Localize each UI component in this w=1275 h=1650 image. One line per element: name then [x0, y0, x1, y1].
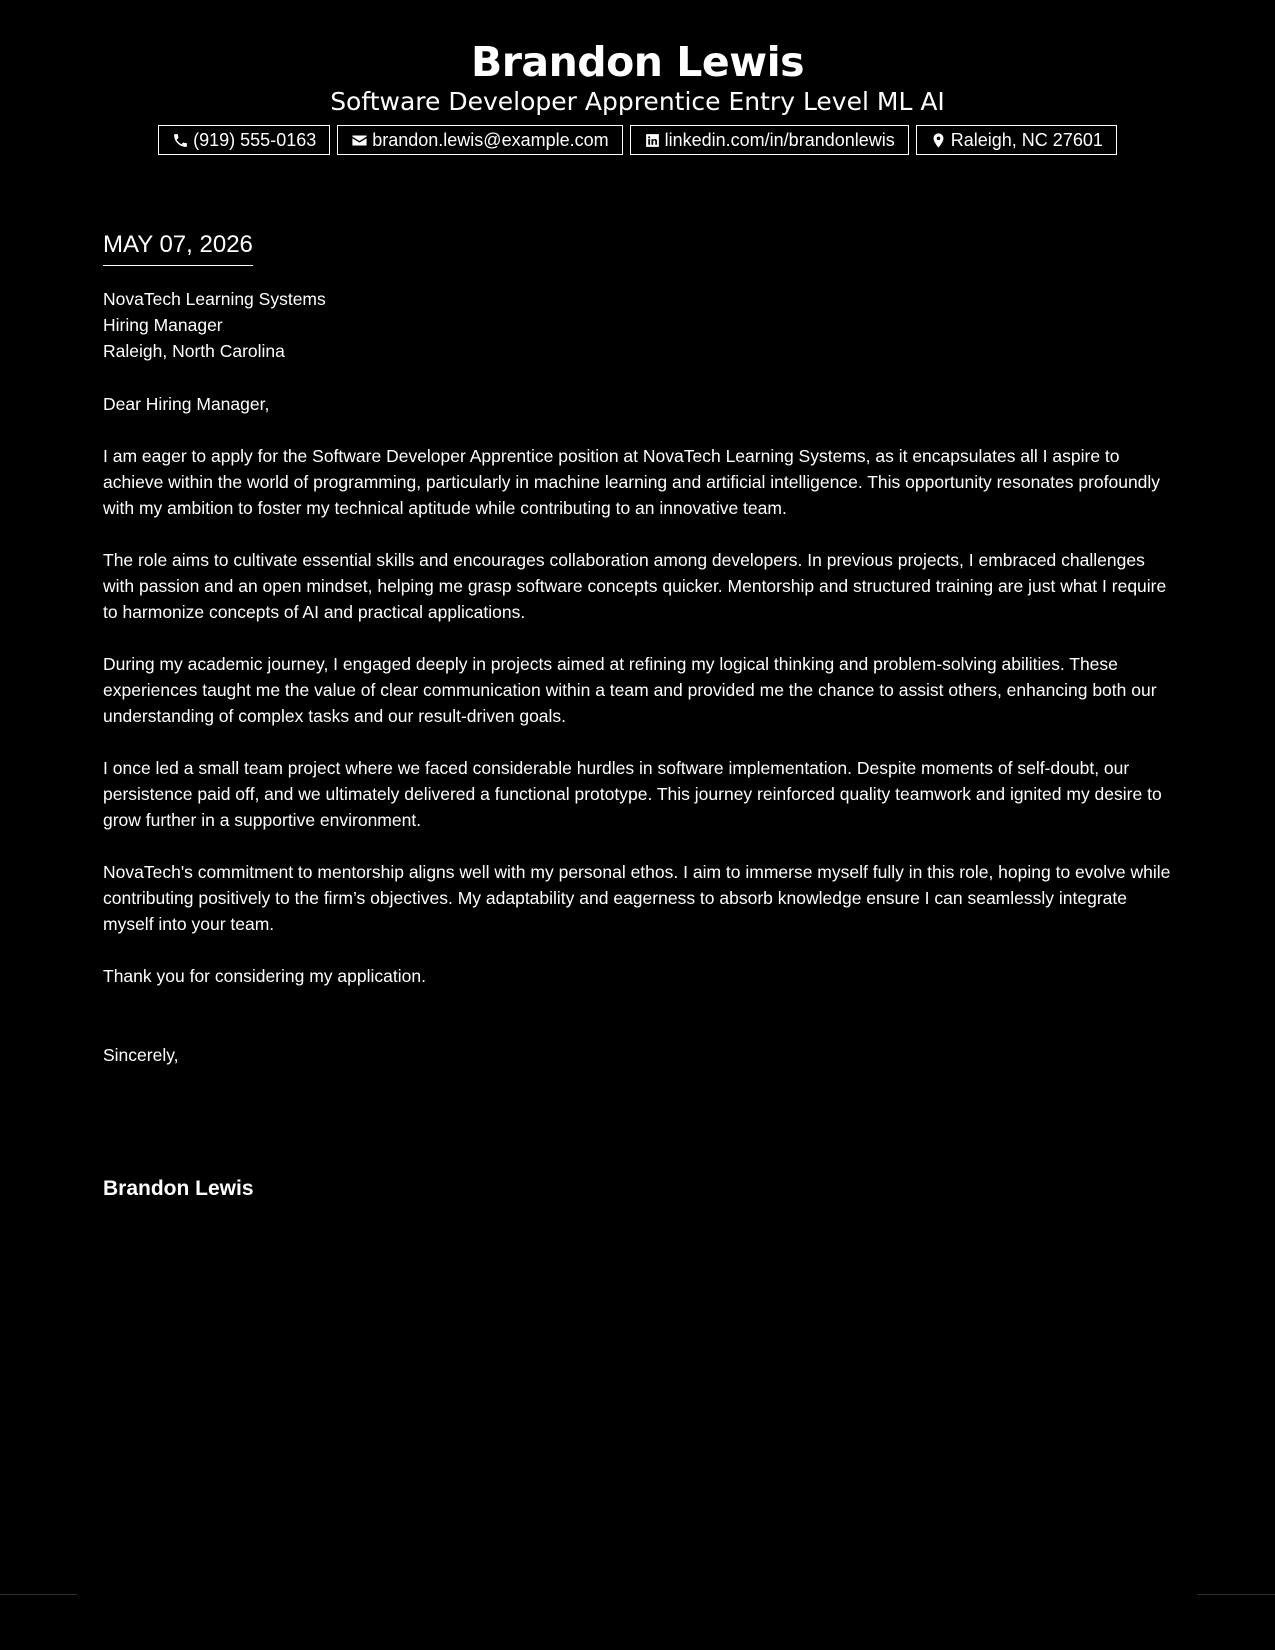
paragraph-1: I am eager to apply for the Software Developer Apprentice position at NovaTech Learning Systems, as it encapsulates all I aspire to achieve within the world of programming, particularly in machine learning and artificial intelligence. This opportunity resonates profoundly with my ambition to foster my technical aptitude while contributing to an innovative team. — [103, 446, 1161, 518]
job-title: Software Developer Apprentice Entry Level ML AI — [330, 87, 945, 116]
footer-rule-right — [1197, 1594, 1275, 1595]
closing: Sincerely, — [103, 1045, 179, 1065]
paragraph-2: The role aims to cultivate essential skills and encourages collaboration among developers. In previous projects, I embraced challenges with passion and an open mindset, helping me grasp software concepts quicker. Mentorship and structured training are just what I require to harmonize concepts of AI and practical applications. — [103, 550, 1167, 622]
envelope-icon — [351, 132, 368, 149]
phone-icon — [172, 132, 189, 149]
letter-body — [103, 228, 1175, 1204]
contact-location-text: Raleigh, NC 27601 — [950, 129, 1103, 150]
paragraph-4: I once led a small team project where we faced considerable hurdles in software implementation. Despite moments of self-doubt, our persistence paid off, and we ultimately delivered a functional prototype. This journey reinforced quality teamwork and ignited my desire to grow further in a supportive environment. — [103, 758, 1162, 830]
signature-name: Brandon Lewis — [103, 1177, 254, 1200]
contact-linkedin[interactable] — [630, 125, 909, 155]
footer-rule-left — [0, 1594, 77, 1595]
contact-phone-text: (919) 555-0163 — [193, 129, 317, 150]
contact-email[interactable] — [337, 125, 622, 155]
linkedin-icon — [644, 132, 661, 149]
letter-date: MAY 07, 2026 — [103, 228, 253, 266]
contact-phone[interactable] — [158, 125, 330, 155]
recipient-location: Raleigh, North Carolina — [103, 341, 285, 361]
contact-email-text: brandon.lewis@example.com — [372, 129, 609, 150]
contact-location[interactable] — [916, 125, 1117, 155]
map-marker-icon — [930, 132, 947, 149]
paragraph-3: During my academic journey, I engaged deeply in projects aimed at refining my logical thinking and problem-solving abilities. These experiences taught me the value of clear communication within a team and provided me the chance to assist others, enhancing both our understanding of complex tasks and our result-driven goals. — [103, 654, 1157, 726]
recipient-block — [103, 286, 1175, 364]
contact-bar — [0, 125, 1275, 155]
salutation: Dear Hiring Manager, — [103, 394, 270, 414]
contact-linkedin-text: linkedin.com/in/brandonlewis — [664, 129, 895, 150]
recipient-company: NovaTech Learning Systems — [103, 289, 326, 309]
paragraph-5: NovaTech's commitment to mentorship aligns well with my personal ethos. I aim to immerse myself fully in this role, hoping to evolve while contributing positively to the firm’s objectives. My adaptability and eagerness to absorb knowledge ensure I can seamlessly integrate myself into your team. — [103, 862, 1171, 934]
letter-header — [0, 36, 1275, 155]
thank-you-line: Thank you for considering my application. — [103, 966, 426, 986]
applicant-name: Brandon Lewis — [470, 38, 805, 86]
recipient-role: Hiring Manager — [103, 315, 223, 335]
